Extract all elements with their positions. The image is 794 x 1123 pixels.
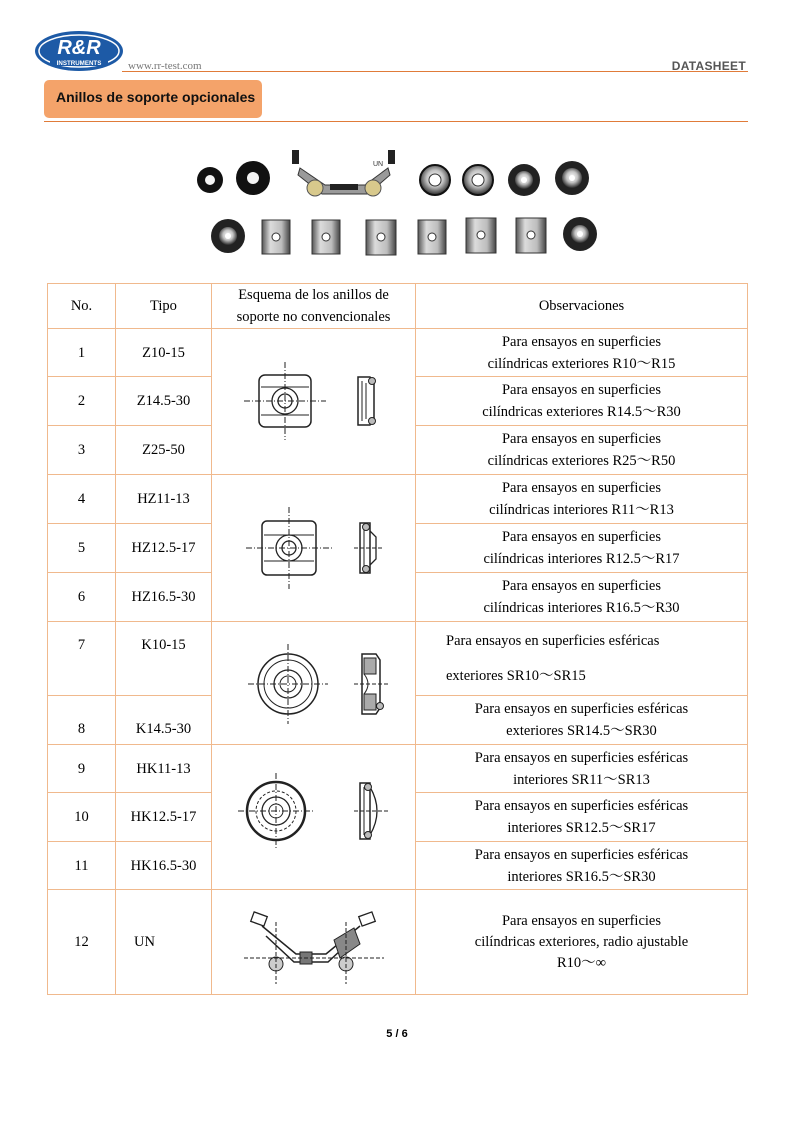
- support-rings-table: [47, 283, 748, 995]
- header-divider: [122, 71, 748, 72]
- row-tipo: HZ16.5-30: [116, 573, 212, 622]
- row-no: 2: [48, 377, 116, 426]
- schematic-hk: [212, 745, 416, 890]
- row-observaciones: [416, 793, 748, 842]
- schematic-z-drawing: [214, 337, 414, 467]
- obs-line1: Para ensayos en superficies: [501, 382, 662, 398]
- svg-text:INSTRUMENTS: INSTRUMENTS: [56, 60, 102, 67]
- schematic-k-drawing: [214, 624, 414, 742]
- obs-line1: Para ensayos en superficies esféricas: [446, 632, 660, 649]
- row-tipo: K14.5-30: [116, 696, 212, 745]
- table-row: [48, 890, 748, 995]
- website-url[interactable]: www.rr-test.com: [128, 60, 202, 72]
- obs-line1: Para ensayos en superficies esféricas: [474, 749, 689, 766]
- row-tipo: Z25-50: [116, 426, 212, 475]
- table-row: [48, 329, 748, 377]
- row-observaciones: [416, 329, 748, 377]
- row-tipo: K10-15: [116, 622, 212, 696]
- schematic-hz: [212, 475, 416, 622]
- row-tipo: Z14.5-30: [116, 377, 212, 426]
- table-row: [48, 745, 748, 793]
- obs-line2: cilíndricas interiores R12.5～R17: [483, 551, 680, 567]
- row-observaciones: [416, 745, 748, 793]
- obs-line3: R10～∞: [556, 954, 606, 971]
- obs-line1: Para ensayos en superficies: [501, 480, 662, 496]
- row-observaciones: [416, 426, 748, 475]
- obs-line2: cilíndricas exteriores, radio ajustable: [474, 933, 689, 950]
- schematic-k: [212, 622, 416, 745]
- row-observaciones: [416, 573, 748, 622]
- header-esquema-line2: soporte no convencionales: [236, 309, 391, 325]
- row-tipo: HZ12.5-17: [116, 524, 212, 573]
- table-row: [48, 622, 748, 696]
- obs-line1: Para ensayos en superficies esféricas: [474, 798, 689, 814]
- svg-text:UN: UN: [373, 161, 384, 168]
- row-no: 3: [48, 426, 116, 475]
- obs-line1: Para ensayos en superficies: [501, 578, 662, 594]
- obs-line2: cilíndricas interiores R16.5～R30: [483, 600, 680, 616]
- row-tipo: HK11-13: [116, 745, 212, 793]
- header-tipo: Tipo: [116, 284, 212, 329]
- doc-type-label: DATASHEET: [671, 59, 746, 73]
- row-tipo: HZ11-13: [116, 475, 212, 524]
- row-no: 6: [48, 573, 116, 622]
- header-no: No.: [48, 284, 116, 329]
- row-tipo: Z10-15: [116, 329, 212, 377]
- obs-line2: interiores SR12.5～SR17: [507, 820, 656, 836]
- table-header-row: [48, 284, 748, 329]
- row-observaciones: [416, 696, 748, 745]
- header-observaciones: Observaciones: [416, 284, 748, 329]
- section-title: Anillos de soporte opcionales: [44, 80, 262, 118]
- obs-line2: cilíndricas exteriores R14.5～R30: [482, 404, 681, 420]
- row-no: 9: [48, 745, 116, 793]
- obs-line2: cilíndricas exteriores R25～R50: [487, 453, 676, 469]
- company-logo: [34, 30, 124, 72]
- support-rings-photo: [190, 140, 610, 270]
- table-row: [48, 475, 748, 524]
- schematic-hk-drawing: [214, 747, 414, 887]
- schematic-un: [212, 890, 416, 995]
- row-no: 5: [48, 524, 116, 573]
- obs-line1: Para ensayos en superficies: [501, 333, 662, 350]
- row-observaciones: [416, 475, 748, 524]
- row-tipo: UN: [116, 890, 212, 995]
- row-no: 12: [48, 890, 116, 995]
- header-esquema-line1: Esquema de los anillos de: [238, 287, 389, 303]
- row-no: 7: [48, 622, 116, 696]
- obs-line1: Para ensayos en superficies esféricas: [474, 701, 689, 717]
- row-tipo: HK12.5-17: [116, 793, 212, 842]
- obs-line1: Para ensayos en superficies: [501, 912, 662, 929]
- obs-line2: interiores SR16.5～SR30: [507, 868, 656, 885]
- row-no: 10: [48, 793, 116, 842]
- obs-line1: Para ensayos en superficies: [501, 431, 662, 447]
- row-no: 4: [48, 475, 116, 524]
- obs-line2: exteriores SR10～SR15: [446, 667, 586, 684]
- row-observaciones: [416, 890, 748, 995]
- row-no: 11: [48, 842, 116, 890]
- schematic-un-drawing: [214, 892, 414, 992]
- obs-line2: cilíndricas interiores R11～R13: [489, 502, 674, 518]
- row-no: 8: [48, 696, 116, 745]
- obs-line1: Para ensayos en superficies: [501, 529, 662, 545]
- schematic-z: [212, 329, 416, 475]
- obs-line1: Para ensayos en superficies esféricas: [474, 846, 689, 863]
- section-divider: [44, 121, 748, 122]
- row-observaciones: [416, 622, 748, 696]
- header-esquema: [212, 284, 416, 329]
- row-no: 1: [48, 329, 116, 377]
- obs-line2: interiores SR11～SR13: [513, 771, 650, 788]
- row-observaciones: [416, 842, 748, 890]
- obs-line2: exteriores SR14.5～SR30: [506, 723, 657, 739]
- obs-line2: cilíndricas exteriores R10～R15: [487, 355, 676, 372]
- row-observaciones: [416, 377, 748, 426]
- svg-text:R&R: R&R: [57, 37, 101, 59]
- schematic-hz-drawing: [214, 483, 414, 613]
- row-observaciones: [416, 524, 748, 573]
- page-number: 5 / 6: [386, 1028, 408, 1040]
- row-tipo: HK16.5-30: [116, 842, 212, 890]
